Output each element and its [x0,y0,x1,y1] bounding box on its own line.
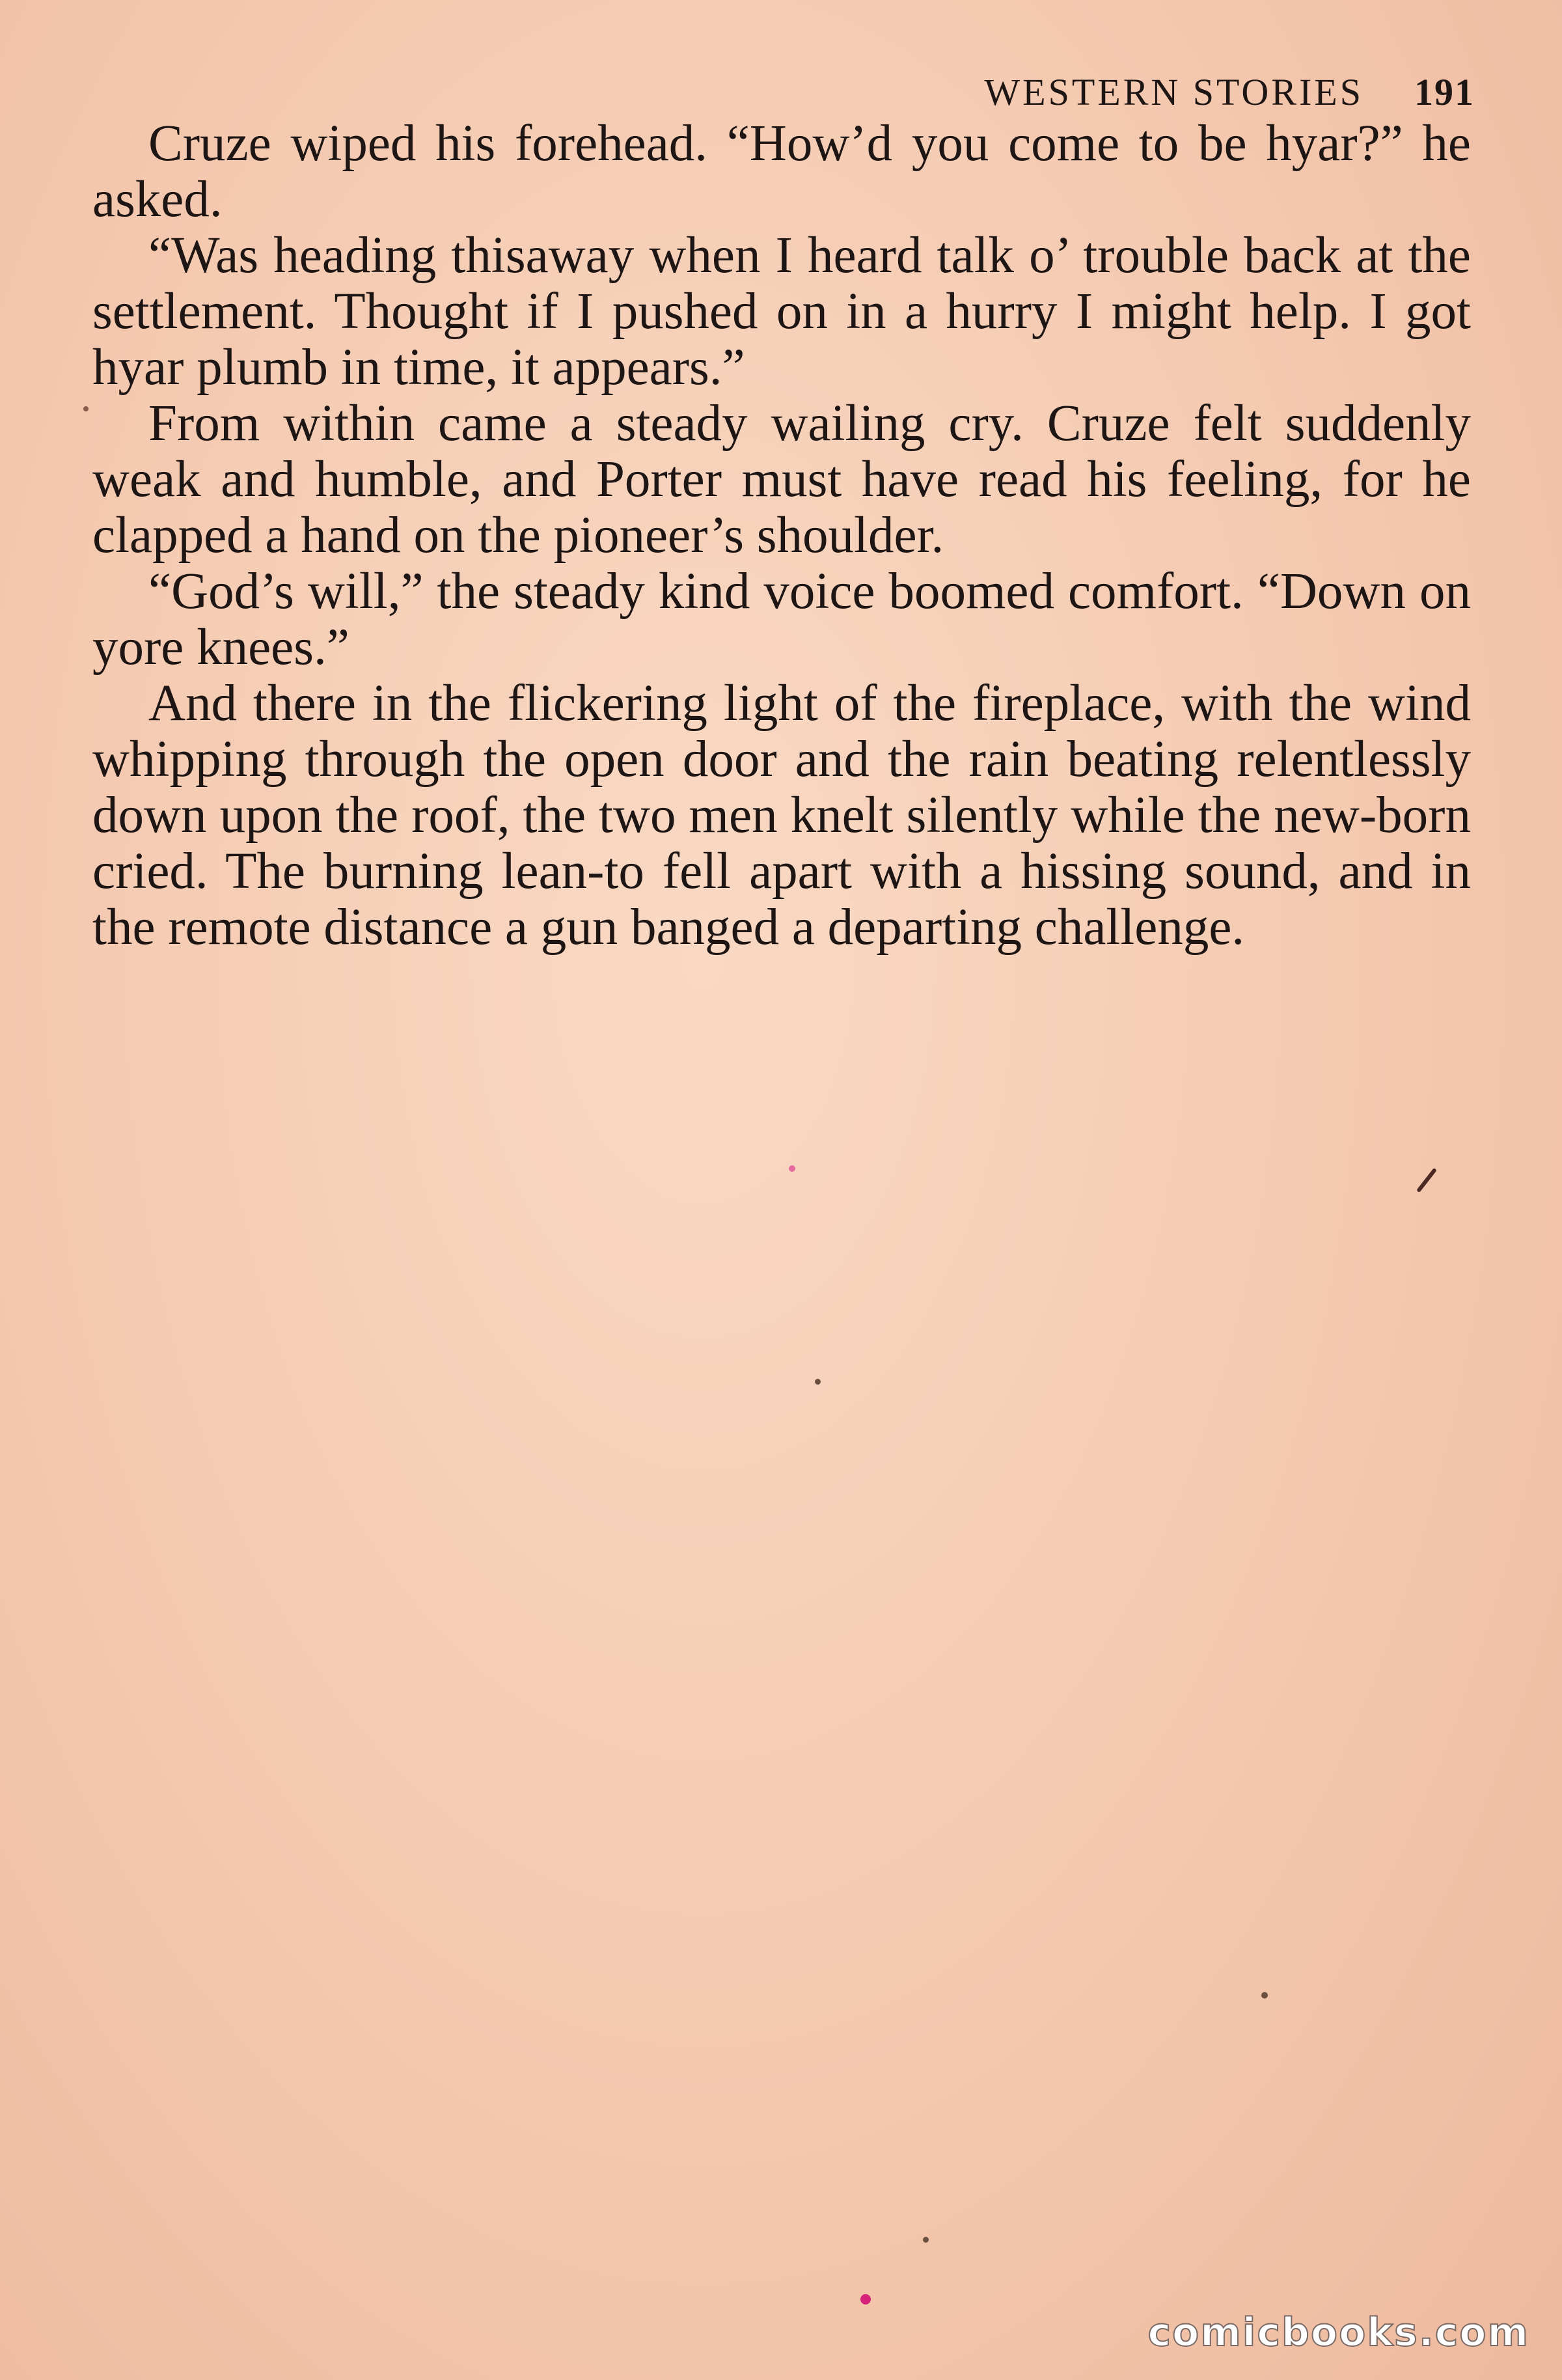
page-number: 191 [1414,71,1475,113]
paragraph: From within came a steady wailing cry. Cruze felt suddenly weak and humble, and Porter must have read his feeling, for he clapped a hand on the pioneer’s shoulder. [92,395,1471,564]
paragraph: And there in the flickering light of the fireplace, with the wind whipping through the open door and the rain beating relentlessly down upon the roof, the two men knelt silently while the new-born cried. The burning lean-to fell apart with a hissing sound, and in the remote distance a gun banged a departing challenge. [92,675,1471,956]
paper-speck [815,1379,821,1385]
paper-speck [1261,1992,1268,1999]
running-title: WESTERN STORIES [984,71,1363,113]
watermark: comicbooks.com [1147,2310,1529,2355]
paper-speck [83,406,89,411]
paragraph: “Was heading thisaway when I heard talk o’ trouble back at the settlement. Thought if I pushed on in a hurry I might help. I got hyar plumb in time, it appears.” [92,227,1471,396]
running-head [984,70,1475,114]
story-text [92,116,1471,956]
paper-speck [923,2237,929,2243]
paragraph: Cruze wiped his forehead. “How’d you come to be hyar?” he asked. [92,115,1471,228]
paper-mark [1416,1168,1437,1193]
paragraph: “God’s will,” the steady kind voice boomed comfort. “Down on yore knees.” [92,563,1471,676]
paper-speck [860,2294,871,2304]
paper-speck [789,1165,795,1172]
